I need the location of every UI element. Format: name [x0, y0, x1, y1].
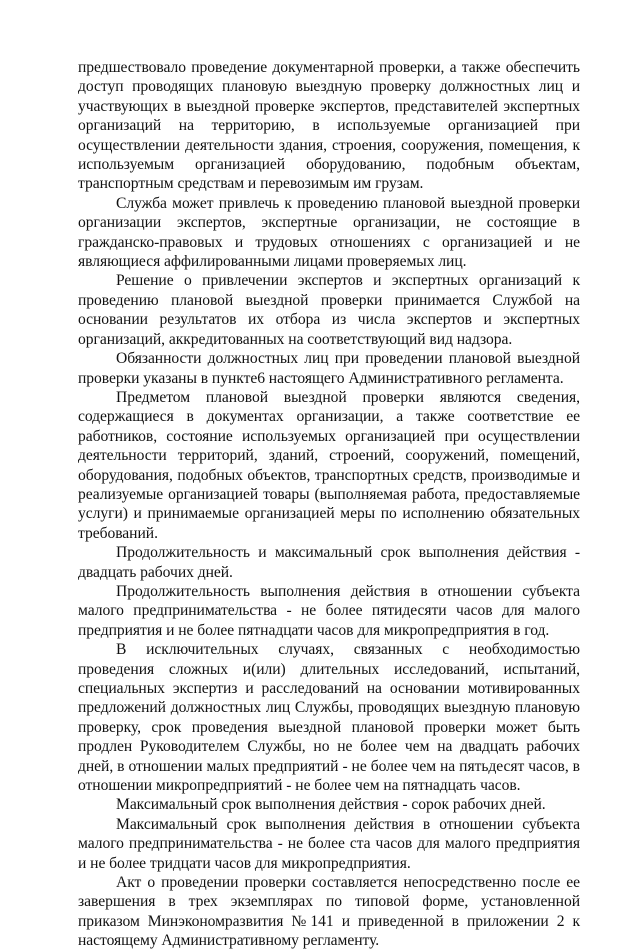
paragraph-10: Максимальный срок выполнения действия в отношении субъекта малого предпринимательства - не более ста часов для малого предприятия и не более тридцати часов для микропредприятия.	[78, 815, 580, 872]
paragraph-9: Максимальный срок выполнения действия - сорок рабочих дней.	[116, 796, 546, 814]
paragraph-2: Служба может привлечь к проведению плановой выездной проверки организации экспертов, экспертные организации, не состоящие в гражданско-правовых и трудовых отношениях с организацией и не являющиеся аффилированными лицами проверяемых лиц.	[78, 194, 580, 271]
paragraph-8: В исключительных случаях, связанных с необходимостью проведения сложных и(или) длительных исследований, испытаний, специальных экспертиз и расследований на основании мотивированных предложений должностных лиц Службы, проводящих выездную плановую проверку, срок проведения выездной плановой проверки может быть продлен Руководителем Службы, но не более чем на двадцать рабочих дней, в отношении малых предприятий - не более чем на пятьдесят часов, в отношении микропредприятий - не более чем на пятнадцать часов.	[78, 641, 580, 795]
paragraph-4: Обязанности должностных лиц при проведении плановой выездной проверки указаны в пункте6 настоящего Административного регламента.	[78, 350, 580, 387]
document-page	[78, 58, 580, 951]
paragraph-6: Продолжительность и максимальный срок выполнения действия - двадцать рабочих дней.	[78, 544, 580, 581]
paragraph-7: Продолжительность выполнения действия в отношении субъекта малого предпринимательства - не более пятидесяти часов для малого предприятия и не более пятнадцати часов для микропредприятия в год.	[78, 582, 580, 639]
paragraph-3: Решение о привлечении экспертов и экспертных организаций к проведению плановой выездной проверки принимается Службой на основании результатов их отбора из числа экспертов и экспертных организаций, аккредитованных на соответствующий вид надзора.	[78, 272, 580, 348]
paragraph-11: Акт о проведении проверки составляется непосредственно после ее завершения в трех экземплярах по типовой форме, установленной приказом Минэкономразвития №141 и приведенной в приложении 2 к настоящему Административному регламенту.	[78, 874, 580, 950]
paragraph-5: Предметом плановой выездной проверки являются сведения, содержащиеся в документах организации, а также соответствие ее работников, состояние используемых организацией при осуществлении деятельности территорий, зданий, строений, сооружений, помещений, оборудования, подобных объектов, транспортных средств, производимые и реализуемые организацией товары (выполняемая работа, предоставляемые услуги) и принимаемые организацией меры по исполнению обязательных требований.	[78, 388, 580, 542]
paragraph-1: предшествовало проведение документарной проверки, а также обеспечить доступ проводящих плановую выездную проверку должностных лиц и участвующих в выездной проверке экспертов, представителей экспертных организаций на территорию, в используемые организацией при осуществлении деятельности здания, строения, сооружения, помещения, к используемым организацией оборудованию, подобным объектам, транспортным средствам и перевозимым им грузам.	[78, 59, 580, 193]
